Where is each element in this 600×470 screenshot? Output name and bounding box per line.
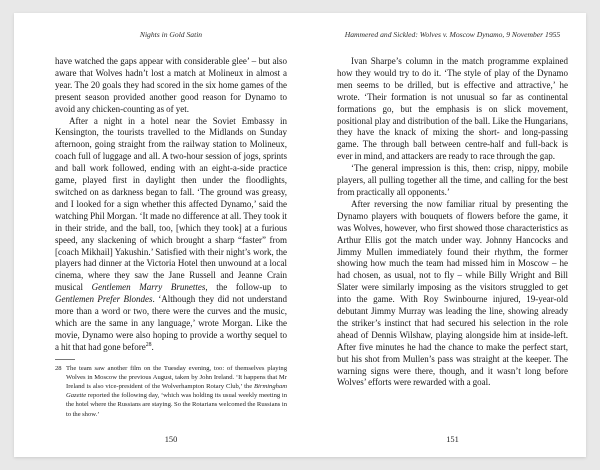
footnote	[55, 364, 287, 419]
text-run: Ivan Sharpe’s column in the match programme explained how they would try to do it. ‘The style of play of the Dynamo men seems to be drilled, but is effective and attractive,’ he wrote. ‘Their formation is not unusual so far as continental formations go, but the emphasis is on slick movement, positional play and distribution of the ball. Like the Hungarians, they have the knack of mixing the short- and long-passing game. The through ball between centre-half and full-back is ever in mind, and attackers are ready to race through the gap.	[337, 56, 568, 162]
body-text-right	[337, 56, 568, 389]
text-run: have watched the gaps appear with considerable glee’ – but also aware that Wolves hadn’t lost a match at Molineux in almost a year. The 20 goals they had scored in the six home games of the present season provided another good reason for Dynamo to avoid any chicken-counting as of yet.	[55, 56, 287, 114]
page-number-right: 151	[446, 435, 459, 444]
italic-text: Birmingham Gazette	[66, 383, 287, 400]
italic-text: Gentlemen Prefer Blondes	[55, 294, 153, 305]
text-run: , the follow-up to	[205, 282, 288, 293]
text-run: .	[151, 341, 154, 352]
paragraph	[55, 116, 287, 354]
text-run: The team saw another film on the Tuesday evening, too: of themselves playing Wolves in Moscow the previous August, taken by John Ireland. ‘It happens that Mr Ireland is also vice-president of the Wolverhampton Rotary Club,’ the	[66, 364, 287, 391]
page-right	[300, 13, 586, 457]
paragraph	[337, 199, 568, 390]
italic-text: Gentlemen Marry Brunettes	[91, 282, 206, 293]
paragraph	[337, 163, 568, 199]
footnote-number: 28	[55, 364, 62, 372]
text-run: After a night in a hotel near the Soviet Embassy in Kensington, the tourists travelled to the Midlands on Sunday afternoon, going straight from the railway station to Molineux, coach full of luggage and all. A two-hour session of jogs, sprints and ball work followed, ending with an eight-a-side practice game, played first in daylight then under the floodlights, switched on as darkness began to fall. ‘The ground was greasy, and I looked for a sign whether this affected Dynamo,’ said the watching Phil Morgan. ‘It made no difference at all. They took it in their stride, and the ball, too, [which they took] at a furious speed, any slackening of which brought a sharp “faster” from [coach Mikhail] Yakushin.’ Satisfied with their night’s work, the players had dinner at the Victoria Hotel then unwound at a local cinema, where they saw the Jane Russell and Jeanne Crain musical	[55, 115, 287, 293]
page-left	[14, 13, 300, 457]
footnote-separator	[55, 359, 75, 360]
paragraph	[55, 56, 287, 116]
paragraph	[337, 56, 568, 163]
text-run: . ‘Although they did not understand more than a word or two, there were the curves and the music, which are the same in any language,’ wrote Morgan. Like the movie, Dynamo were also hoping to provide a worthy sequel to a hit that had gone before	[55, 294, 287, 352]
page-number-left: 150	[164, 435, 178, 444]
footnote-reference: 28	[145, 341, 152, 348]
text-run: After reversing the now familiar ritual by presenting the Dynamo players with bouquets of flowers before the game, it was Wolves, however, who first showed those characteristics as Arthur Ellis got the match under way. Johnny Hancocks and Jimmy Mullen immediately found their rhythm, the former showing how much the team had missed him in Moscow – he had chosen, as usual, not to fly – while Billy Wright and Bill Slater were similarly imposing as the visitors struggled to get into the game. With Roy Swinbourne injured, 19-year-old debutant Jimmy Murray was leading the line, showing already the striker’s instinct that had secured his selection in the role ahead of Dennis Wilshaw, playing alongside him at inside-left. After five minutes he had the chance to make the perfect start, but his shot from Mullen’s pass was straight at the keeper. The warning signs were there, though, and it wasn’t long before Wolves’ efforts were rewarded with a goal.	[337, 198, 568, 388]
text-run: reported the following day, ‘which was holding its usual weekly meeting in the hotel where the Russians are staying. So the Rotarians welcomed the Russians in to the show.’	[66, 392, 287, 418]
body-text-left	[55, 56, 287, 354]
footnote-text	[66, 364, 287, 419]
running-head-left: Nights in Gold Satin	[139, 30, 203, 39]
open-book-pages	[14, 13, 586, 457]
text-run: ‘The general impression is this, then: crisp, nippy, mobile players, all pulling together all the time, and calling for the best from practically all opponents.’	[337, 163, 568, 197]
running-head-right: Hammered and Sickled: Wolves v. Moscow Dynamo, 9 November 1955	[344, 30, 561, 39]
